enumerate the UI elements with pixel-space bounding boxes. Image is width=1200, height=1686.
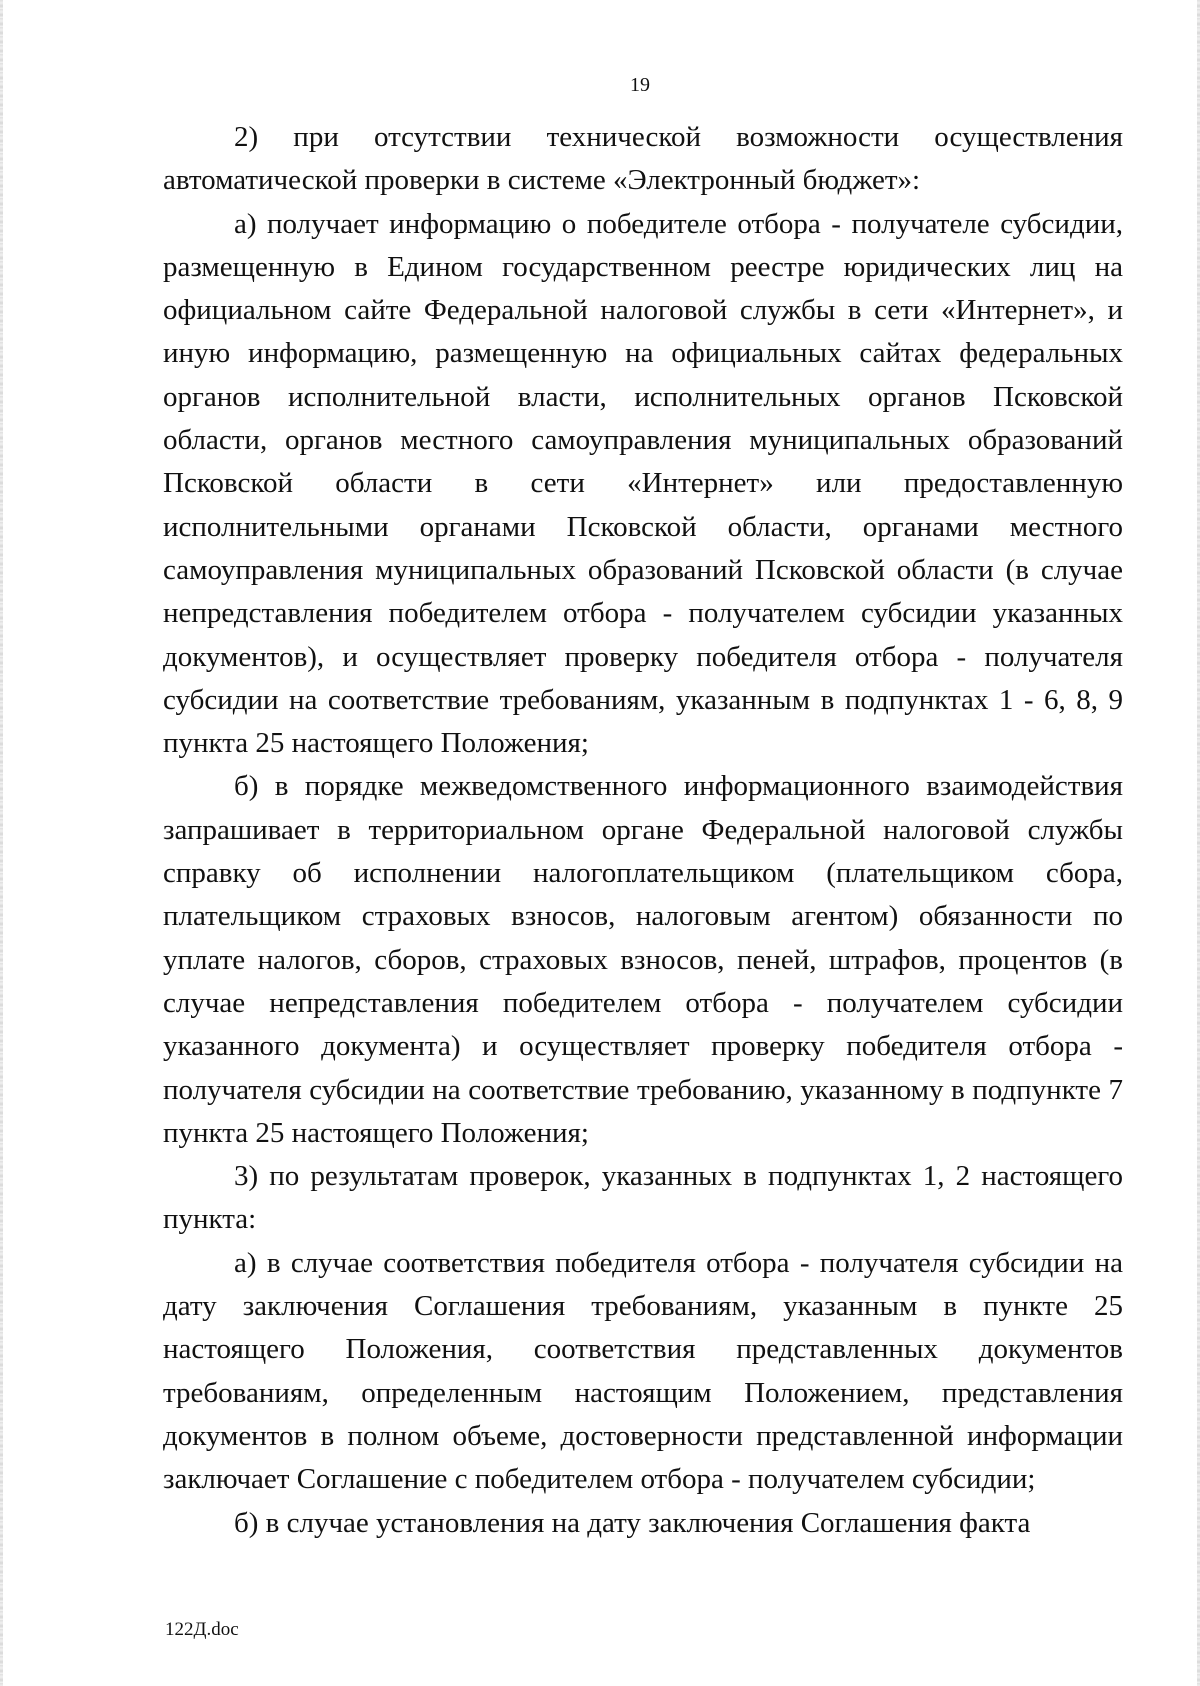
document-body bbox=[163, 116, 1123, 1545]
page-number: 19 bbox=[630, 74, 650, 96]
paragraph-3: 3) по результатам проверок, указанных в подпунктах 1, 2 настоящего пункта: bbox=[163, 1160, 1123, 1236]
paragraph-3b: б) в случае установления на дату заключения Соглашения факта bbox=[234, 1506, 1031, 1539]
paragraph-2a: а) получает информацию о победителе отбора - получателе субсидии, размещенную в Едином государственном реестре юридических лиц на официальном сайте Федеральной налоговой службы в сети «Интернет», и иную информацию, размещенную на официальных сайтах федеральных органов исполнительной власти, исполнительных органов Псковской области, органов местного самоуправления муниципальных образований Псковской области в сети «Интернет» или предоставленную исполнительными органами Псковской области, органами местного самоуправления муниципальных образований Псковской области (в случае непредставления победителем отбора - получателем субсидии указанных документов), и осуществляет проверку победителя отбора - получателя субсидии на соответствие требованиям, указанным в подпунктах 1 - 6, 8, 9 пункта 25 настоящего Положения; bbox=[163, 207, 1123, 760]
paragraph-2b: б) в порядке межведомственного информационного взаимодействия запрашивает в территориальном органе Федеральной налоговой службы справку об исполнении налогоплательщиком (плательщиком сбора, плательщиком страховых взносов, налоговым агентом) обязанности по уплате налогов, сборов, страховых взносов, пеней, штрафов, процентов (в случае непредставления победителем отбора - получателем субсидии указанного документа) и осуществляет проверку победителя отбора - получателя субсидии на соответствие требованию, указанному в подпункте 7 пункта 25 настоящего Положения; bbox=[163, 770, 1123, 1149]
paragraph-2: 2) при отсутствии технической возможности осуществления автоматической проверки в системе «Электронный бюджет»: bbox=[163, 121, 1123, 197]
paragraph-3a: а) в случае соответствия победителя отбора - получателя субсидии на дату заключения Соглашения требованиям, указанным в пункте 25 настоящего Положения, соответствия представленных документов требованиям, определенным настоящим Положением, представления документов в полном объеме, достоверности представленной информации заключает Соглашение с победителем отбора - получателем субсидии; bbox=[163, 1246, 1123, 1496]
footer-filename: 122Д.doc bbox=[165, 1619, 239, 1640]
scan-edge-left bbox=[0, 0, 3, 1686]
